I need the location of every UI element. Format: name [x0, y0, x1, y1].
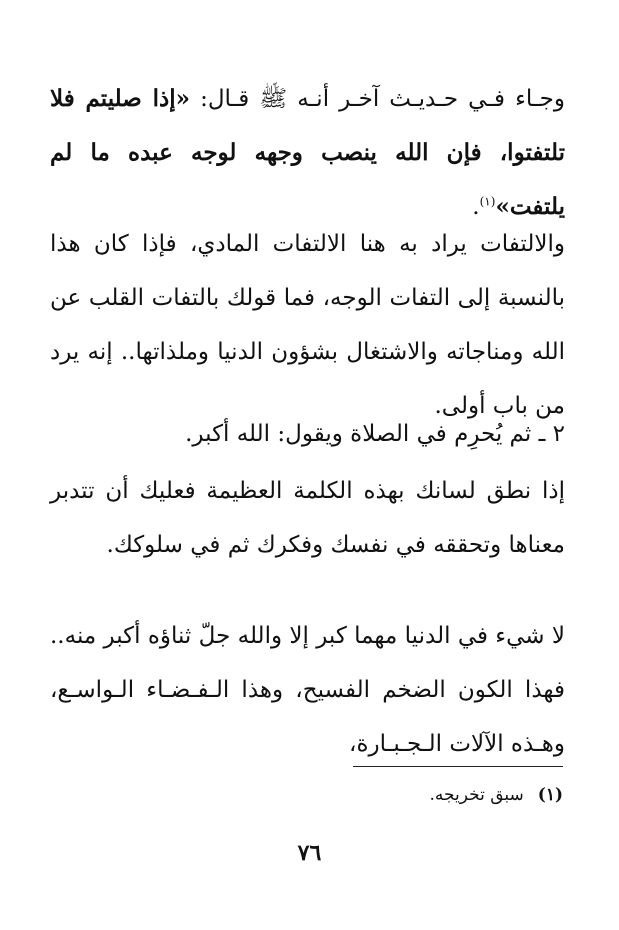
paragraph-takbir-step: ٢ ـ ثم يُحرِم في الصلاة ويقول: الله أكبر. [185, 421, 565, 447]
footnote [163, 780, 563, 810]
paragraph-turning: والالتفات يراد به هنا الالتفات المادي، فإذا كان هذا بالنسبة إلى التفات الوجه، فما قولك بالتفات القلب عن الله ومناجاته والاشتغال بشؤون الدنيا وملذاتها.. إنه يرد من باب أولى. [50, 231, 565, 419]
footnote-number: (١) [537, 785, 563, 805]
page-number: ٧٦ [297, 840, 322, 866]
footnote-reference[interactable]: (١) [479, 194, 496, 209]
footnote-divider [353, 766, 563, 767]
paragraph-hadith [50, 72, 565, 234]
paragraph-greatness: لا شيء في الدنيا مهما كبر إلا والله جلّ ثناؤه أكبر منه.. فهذا الكون الضخم الفسيح، وهذا الـفـضـاء الـواسـع، وهـذه الآلات الـجـبـارة، [50, 623, 565, 757]
hadith-intro: وجـاء فـي حـديـث آخـر أنـه ﷺ قـال: [190, 86, 566, 112]
footnote-text: سبق تخريجه. [429, 785, 524, 805]
hadith-quote: «إذا صليتم فلا تلتفتوا، فإن الله ينصب وجهه لوجه عبده ما لم يلتفت» [50, 85, 565, 220]
paragraph-reflection: إذا نطق لسانك بهذه الكلمة العظيمة فعليك أن تتدبر معناها وتحققه في نفسك وفكرك ثم في سلوكك. [50, 478, 565, 558]
hadith-tail: . [472, 194, 480, 220]
